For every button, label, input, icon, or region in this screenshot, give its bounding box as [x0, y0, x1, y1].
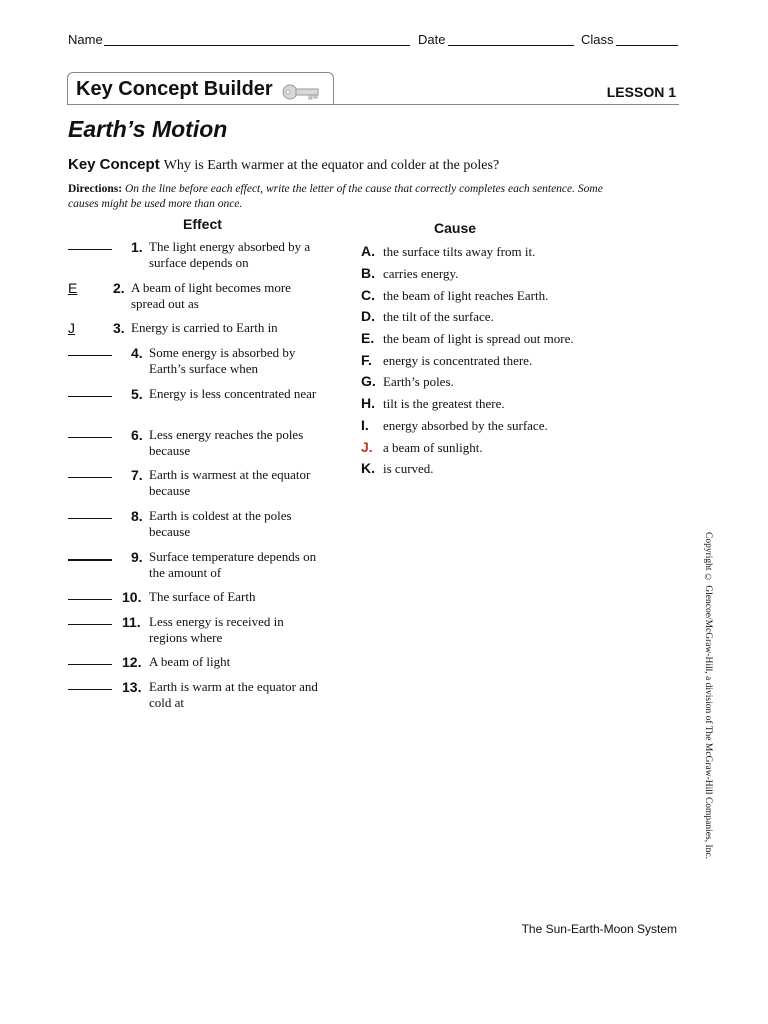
directions-text: On the line before each effect, write the letter of the cause that correctly completes each sentence. Some causes might be used more than once.: [68, 183, 603, 210]
cause-letter: G.: [361, 373, 376, 389]
cause-letter: D.: [361, 308, 375, 324]
key-concept: [68, 156, 499, 174]
answer-blank[interactable]: [68, 664, 112, 665]
cause-item: [361, 395, 505, 412]
cause-item: [361, 330, 574, 347]
name-field[interactable]: [104, 45, 410, 46]
effect-text: Less energy reaches the poles because: [149, 427, 304, 458]
key-concept-question: Why is Earth warmer at the equator and colder at the poles?: [163, 158, 500, 173]
effect-text: Energy is carried to Earth in: [131, 320, 278, 335]
cause-letter: E.: [361, 330, 375, 346]
effect-text: Less energy is received in regions where: [149, 614, 284, 645]
effect-text: Earth is coldest at the poles because: [149, 508, 292, 539]
cause-text: the tilt of the surface.: [383, 309, 494, 324]
effect-text: Energy is less concentrated near: [149, 386, 317, 401]
cause-letter: A.: [361, 243, 375, 259]
date-label: Date: [418, 32, 446, 47]
cause-item: [361, 308, 494, 325]
answer-blank[interactable]: [68, 689, 112, 690]
effect-text: The light energy absorbed by a surface depends on: [149, 239, 311, 270]
cause-text: carries energy.: [383, 266, 459, 281]
answer-blank[interactable]: [68, 355, 112, 356]
answer-blank[interactable]: [68, 624, 112, 625]
cause-text: tilt is the greatest there.: [383, 396, 505, 411]
cause-text: the beam of light is spread out more.: [383, 331, 574, 346]
cause-letter: H.: [361, 395, 375, 411]
effect-number: 5.: [131, 386, 143, 402]
effect-number: 10.: [122, 589, 142, 605]
effect-header: Effect: [183, 216, 222, 232]
effect-number: 13.: [122, 679, 142, 695]
effect-number: 4.: [131, 345, 143, 361]
effect-text: A beam of light: [149, 654, 231, 669]
effect-text: Earth is warmest at the equator because: [149, 467, 311, 498]
cause-item: [361, 439, 483, 456]
effect-number: 12.: [122, 654, 142, 670]
date-field[interactable]: [448, 45, 574, 46]
cause-text: the surface tilts away from it.: [383, 244, 536, 259]
name-label: Name: [68, 32, 103, 47]
class-label: Class: [581, 32, 614, 47]
answer-blank[interactable]: [68, 396, 112, 397]
cause-letter: K.: [361, 460, 375, 476]
effect-text: The surface of Earth: [149, 589, 256, 604]
cause-text: energy absorbed by the surface.: [383, 418, 548, 433]
cause-text: a beam of sunlight.: [383, 440, 483, 455]
cause-item: [361, 373, 454, 390]
effect-text: Earth is warm at the equator and cold at: [149, 679, 318, 710]
cause-item: [361, 417, 548, 434]
cause-item: [361, 265, 458, 282]
effect-number: 8.: [131, 508, 143, 524]
key-concept-label: Key Concept: [68, 156, 160, 173]
cause-letter: F.: [361, 352, 372, 368]
answer-blank[interactable]: [68, 437, 112, 438]
cause-letter: I.: [361, 417, 369, 433]
directions: [68, 182, 628, 212]
cause-text: is curved.: [383, 461, 434, 476]
effect-number: 1.: [131, 239, 143, 255]
effect-number: 7.: [131, 467, 143, 483]
class-field[interactable]: [616, 45, 678, 46]
divider: [67, 104, 679, 105]
effect-number: 11.: [122, 614, 141, 630]
answer-blank[interactable]: [68, 249, 112, 250]
cause-letter: C.: [361, 287, 375, 303]
copyright-notice: Copyright © Glencoe/McGraw-Hill, a division of The McGraw-Hill Companies, Inc.: [703, 532, 713, 859]
answer-blank[interactable]: [68, 559, 112, 561]
effect-number: 2.: [113, 280, 125, 296]
cause-letter: J.: [361, 439, 373, 455]
key-icon: [282, 82, 320, 102]
answer-field[interactable]: J: [68, 320, 75, 336]
footer-unit-title: The Sun-Earth-Moon System: [521, 922, 677, 936]
effect-text: A beam of light becomes more spread out as: [131, 280, 291, 311]
lesson-label: LESSON 1: [606, 84, 676, 100]
answer-field[interactable]: E: [68, 280, 78, 296]
answer-blank[interactable]: [68, 518, 112, 519]
cause-header: Cause: [434, 220, 477, 236]
cause-item: [361, 287, 548, 304]
cause-item: [361, 460, 434, 477]
cause-text: the beam of light reaches Earth.: [383, 288, 549, 303]
lesson-title: Earth’s Motion: [68, 116, 228, 142]
effect-number: 9.: [131, 549, 143, 565]
cause-item: [361, 243, 535, 260]
answer-blank[interactable]: [68, 477, 112, 478]
effect-text: Surface temperature depends on the amount of: [149, 549, 317, 580]
effect-number: 3.: [113, 320, 125, 336]
effect-text: Some energy is absorbed by Earth’s surface when: [149, 345, 296, 376]
answer-blank[interactable]: [68, 599, 112, 600]
cause-letter: B.: [361, 265, 375, 281]
cause-text: Earth’s poles.: [383, 374, 454, 389]
cause-item: [361, 352, 532, 369]
cause-text: energy is concentrated there.: [383, 353, 533, 368]
directions-label: Directions:: [68, 183, 123, 195]
effect-number: 6.: [131, 427, 143, 443]
page-title: Key Concept Builder: [76, 78, 273, 100]
